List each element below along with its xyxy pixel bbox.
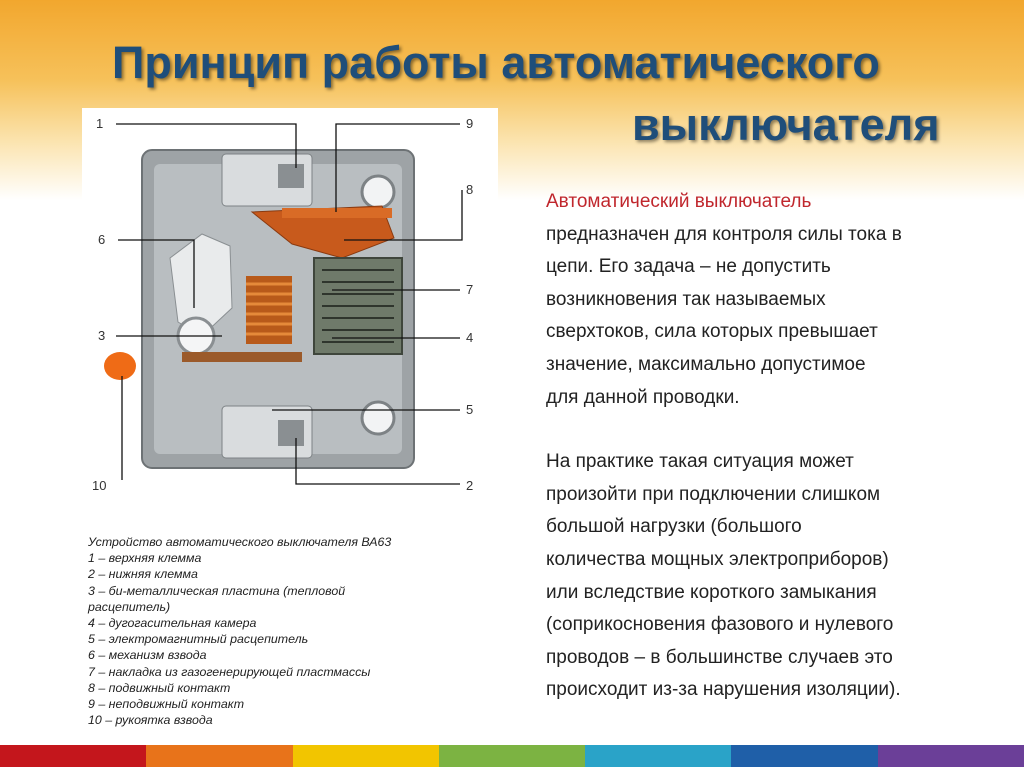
caption-line: 8 – подвижный контакт <box>88 680 231 695</box>
caption-line: Устройство автоматического выключателя ВА63 <box>88 535 392 549</box>
text-line: или вследствие короткого замыкания <box>546 581 877 603</box>
text-line: происходит из-за нарушения изоляции). <box>546 679 901 701</box>
diagram-label-1: 1 <box>96 116 104 131</box>
caption-line: 6 – механизм взвода <box>88 648 207 663</box>
text-line: проводов – в большинстве случаев это <box>546 646 893 668</box>
text-line: цепи. Его задача – не допустить <box>546 256 831 278</box>
decorative-color-bar <box>0 745 1024 767</box>
diagram-label-9: 9 <box>466 116 474 131</box>
breaker-cutaway-illustration <box>82 108 498 528</box>
title-line-1: Принцип работы автоматического <box>112 37 880 88</box>
caption-line: 7 – накладка из газогенерирующей пластмассы <box>88 664 371 679</box>
text-line: значение, максимально допустимое <box>546 353 866 375</box>
text-line: возникновения так называемых <box>546 288 826 310</box>
diagram-label-5: 5 <box>466 402 474 417</box>
color-segment <box>146 745 292 767</box>
text-line: количества мощных электроприборов) <box>546 548 889 570</box>
diagram-label-4: 4 <box>466 330 474 345</box>
body-text <box>546 186 996 707</box>
color-segment <box>585 745 731 767</box>
caption-line: 9 – неподвижный контакт <box>88 697 245 712</box>
title-line-2: выключателя <box>632 99 940 150</box>
highlight-term: Автоматический выключатель <box>546 191 812 212</box>
paragraph-2 <box>546 446 996 707</box>
diagram-label-10: 10 <box>92 478 107 493</box>
text-line: большой нагрузки (большого <box>546 516 802 538</box>
caption-line: 4 – дугогасительная камера <box>88 616 257 631</box>
text-line: для данной проводки. <box>546 386 740 408</box>
color-segment <box>293 745 439 767</box>
diagram-label-6: 6 <box>98 232 106 247</box>
caption-line: 2 – нижняя клемма <box>88 567 198 582</box>
caption-line: 10 – рукоятка взвода <box>88 713 213 728</box>
text-line: произойти при подключении слишком <box>546 483 881 505</box>
text-line: На практике такая ситуация может <box>546 451 854 473</box>
diagram-label-2: 2 <box>466 478 474 493</box>
paragraph-1 <box>546 186 996 414</box>
color-segment <box>731 745 877 767</box>
diagram-label-7: 7 <box>466 282 474 297</box>
diagram-label-8: 8 <box>466 182 474 197</box>
paragraph-gap <box>546 414 996 446</box>
caption-line: 3 – би-металлическая пластина (тепловой <box>88 583 346 598</box>
breaker-diagram-figure <box>82 108 498 740</box>
text-line: (соприкосновения фазового и нулевого <box>546 614 894 636</box>
color-segment <box>878 745 1024 767</box>
text-line: сверхтоков, сила которых превышает <box>546 321 878 343</box>
color-segment <box>0 745 146 767</box>
caption-line: расцепитель) <box>88 599 171 614</box>
color-segment <box>439 745 585 767</box>
caption-line: 5 – электромагнитный расцепитель <box>88 632 309 647</box>
diagram-caption <box>88 534 488 728</box>
caption-line: 1 – верхняя клемма <box>88 551 202 566</box>
diagram-label-3: 3 <box>98 328 106 343</box>
text-line: предназначен для контроля силы тока в <box>546 223 902 245</box>
